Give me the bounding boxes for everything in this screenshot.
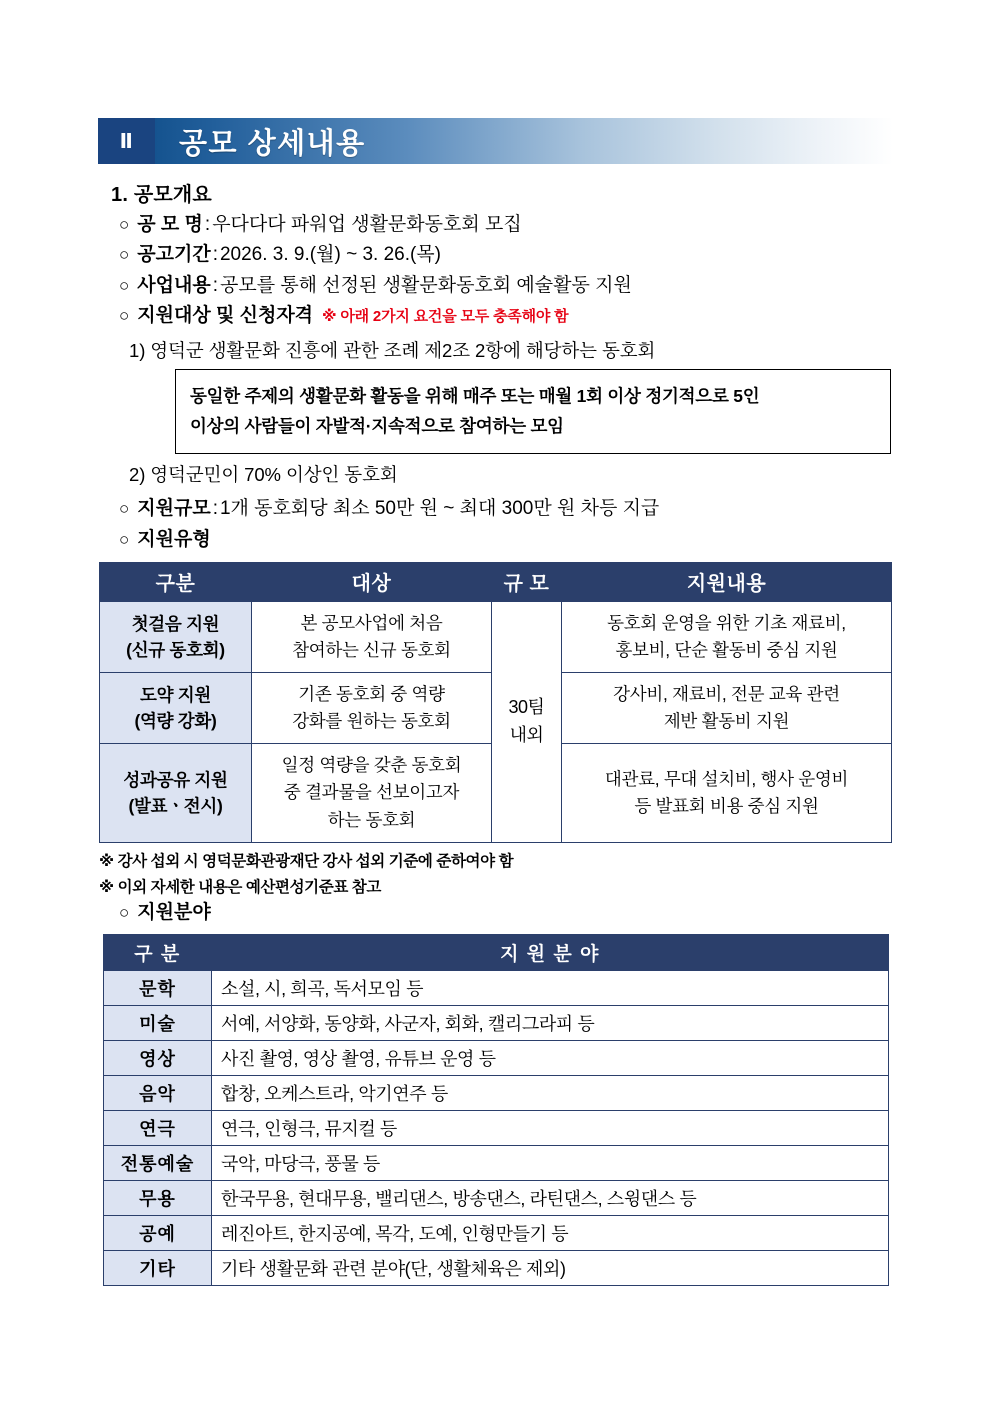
th-field-list: 지 원 분 야	[212, 934, 889, 970]
cell-target: 일정 역량을 갖춘 동호회 중 결과물을 선보이고자 하는 동호회	[252, 744, 492, 842]
bullet-support-fields	[119, 897, 892, 927]
bullet-eligibility	[119, 300, 892, 330]
eligibility-item-2: 2) 영덕군민이 70% 이상인 동호회	[129, 464, 398, 486]
bullet-circle-icon: ○	[119, 275, 130, 295]
table-row	[104, 1005, 889, 1040]
cell-target: 본 공모사업에 처음 참여하는 신규 동호회	[252, 601, 492, 672]
cell-field-category: 전통예술	[104, 1145, 212, 1180]
bullet-circle-icon: ○	[119, 245, 130, 265]
section-number: Ⅱ	[98, 118, 155, 164]
bullet-circle-icon: ○	[119, 305, 130, 325]
cell-field-list: 사진 촬영, 영상 촬영, 유튜브 운영 등	[212, 1040, 889, 1075]
bullet-value: 1개 동호회당 최소 50만 원 ~ 최대 300만 원 차등 지급	[219, 498, 660, 520]
cell-field-category: 공예	[104, 1215, 212, 1250]
bullet-circle-icon: ○	[119, 902, 130, 922]
bullet-project-content	[119, 270, 892, 300]
support-type-table	[99, 562, 892, 843]
cell-field-category: 미술	[104, 1005, 212, 1040]
table-row	[104, 1250, 889, 1285]
bullet-support-type	[119, 524, 892, 554]
table-row	[104, 970, 889, 1005]
table-row	[104, 1145, 889, 1180]
bullet-value: 2026. 3. 9.(월) ~ 3. 26.(목)	[219, 244, 441, 266]
cell-field-list: 합창, 오케스트라, 악기연주 등	[212, 1075, 889, 1110]
bullet-label: 지원대상 및 신청자격	[137, 304, 314, 326]
bullet-label: 지원분야	[137, 901, 211, 923]
cell-field-list: 한국무용, 현대무용, 밸리댄스, 방송댄스, 라틴댄스, 스윙댄스 등	[212, 1180, 889, 1215]
bullet-support-scale	[119, 493, 892, 523]
definition-box	[175, 369, 891, 454]
bullet-separator: :	[212, 244, 218, 266]
table-header-row	[100, 562, 892, 601]
th-category: 구분	[100, 562, 252, 601]
bullet-value: 공모를 통해 선정된 생활문화동호회 예술활동 지원	[219, 274, 632, 296]
note-budget-standard: ※ 이외 자세한 내용은 예산편성기준표 참고	[99, 878, 381, 896]
bullet-label: 지원유형	[137, 528, 211, 550]
table-row	[104, 1110, 889, 1145]
bullet-label: 공 모 명	[137, 214, 203, 235]
definition-line-1: 동일한 주제의 생활문화 활동을 위해 매주 또는 매월 1회 이상 정기적으로 5인	[190, 386, 760, 407]
table-row	[100, 601, 892, 672]
bullet-separator: :	[204, 214, 211, 235]
bullet-circle-icon: ○	[119, 529, 130, 549]
table-header-row	[104, 934, 889, 970]
bullet-label: 공고기간	[137, 244, 211, 266]
support-fields-table	[103, 934, 889, 1286]
section-title-bar	[155, 118, 893, 164]
bullet-separator: :	[212, 274, 218, 296]
eligibility-note: ※ 아래 2가지 요건을 모두 충족해야 함	[322, 307, 569, 325]
bullet-circle-icon: ○	[119, 215, 130, 234]
eligibility-item-1: 1) 영덕군 생활문화 진흥에 관한 조례 제2조 2항에 해당하는 동호회	[129, 340, 656, 362]
cell-field-category: 기타	[104, 1250, 212, 1285]
th-target: 대상	[252, 562, 492, 601]
table-row	[104, 1215, 889, 1250]
cell-scale: 30팀 내외	[492, 601, 562, 842]
th-content: 지원내용	[562, 562, 892, 601]
cell-field-category: 문학	[104, 970, 212, 1005]
cell-field-list: 연극, 인형극, 뮤지컬 등	[212, 1110, 889, 1145]
table-row	[104, 1180, 889, 1215]
bullet-notice-period	[119, 239, 892, 269]
bullet-label: 사업내용	[137, 274, 211, 296]
cell-field-category: 음악	[104, 1075, 212, 1110]
cell-field-category: 무용	[104, 1180, 212, 1215]
note-instructor: ※ 강사 섭외 시 영덕문화관광재단 강사 섭외 기준에 준하여야 함	[99, 852, 514, 870]
cell-field-list: 기타 생활문화 관련 분야(단, 생활체육은 제외)	[212, 1250, 889, 1285]
section-title: 공모 상세내용	[179, 127, 366, 160]
cell-target: 기존 동호회 중 역량 강화를 원하는 동호회	[252, 673, 492, 744]
cell-field-category: 연극	[104, 1110, 212, 1145]
bullet-circle-icon: ○	[119, 499, 130, 519]
cell-field-list: 국악, 마당극, 풍물 등	[212, 1145, 889, 1180]
definition-line-2: 이상의 사람들이 자발적·지속적으로 참여하는 모임	[190, 416, 564, 437]
th-scale: 규 모	[492, 562, 562, 601]
cell-content: 대관료, 무대 설치비, 행사 운영비 등 발표회 비용 중심 지원	[562, 744, 892, 842]
cell-content: 동호회 운영을 위한 기초 재료비, 홍보비, 단순 활동비 중심 지원	[562, 601, 892, 672]
bullet-label: 지원규모	[137, 498, 211, 520]
cell-field-list: 소설, 시, 희곡, 독서모임 등	[212, 970, 889, 1005]
cell-category: 도약 지원 (역량 강화)	[100, 673, 252, 744]
cell-field-category: 영상	[104, 1040, 212, 1075]
bullet-value: 우다다다 파워업 생활문화동호회 모집	[212, 214, 522, 235]
cell-category: 첫걸음 지원 (신규 동호회)	[100, 601, 252, 672]
bullet-program-name	[119, 209, 892, 239]
bullet-separator: :	[212, 498, 218, 520]
table-row	[104, 1075, 889, 1110]
cell-field-list: 레진아트, 한지공예, 목각, 도예, 인형만들기 등	[212, 1215, 889, 1250]
cell-content: 강사비, 재료비, 전문 교육 관련 제반 활동비 지원	[562, 673, 892, 744]
table-row	[104, 1040, 889, 1075]
cell-category: 성과공유 지원 (발표ㆍ전시)	[100, 744, 252, 842]
th-field-category: 구 분	[104, 934, 212, 970]
cell-field-list: 서예, 서양화, 동양화, 사군자, 회화, 캘리그라피 등	[212, 1005, 889, 1040]
heading-overview: 1. 공모개요	[111, 184, 212, 206]
section-banner	[98, 118, 893, 164]
